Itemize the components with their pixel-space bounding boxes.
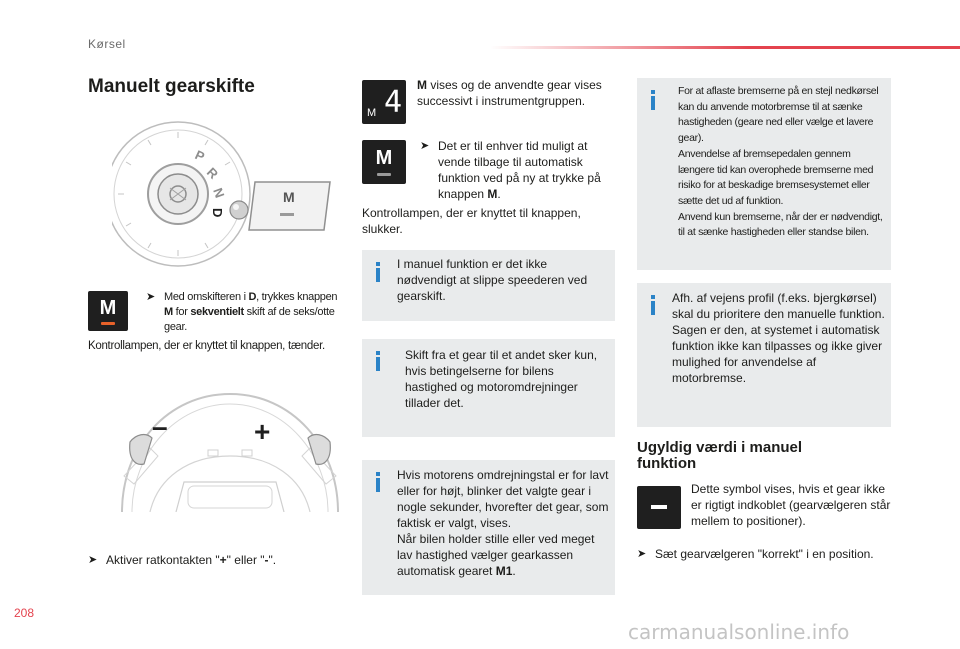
section-label: Kørsel: [88, 37, 126, 51]
page-title: Manuelt gearskifte: [88, 76, 255, 97]
info-box-engine-speed: Hvis motorens omdrejningstal er for lavt eller for højt, blinker det valgte gear i nogle sekunder, hvorefter det gear, som faktisk er valgt, vises. Når bilen holder stille eller ved meget lav hastighed vælger gearkassen automatisk gearet M1.: [362, 460, 615, 595]
paddle-plus-label: +: [254, 416, 271, 447]
gear-letter-r: R: [203, 164, 222, 182]
bullet-mark: ➤: [88, 554, 98, 566]
watermark: carmanualsonline.info: [628, 620, 850, 644]
info-icon: [376, 472, 380, 492]
info-icon: [376, 262, 380, 282]
info-icon: [651, 295, 655, 315]
info-box-gear-conditions: Skift fra et gear til et andet sker kun, hvis betingelserne for bilens hastighed og motoromdrejninger tillader det.: [362, 339, 615, 437]
info-box-mountain-driving: Afh. af vejens profil (f.eks. bjergkørsel) skal du prioritere den manuelle funktion. Sagen er den, at systemet i automatisk funktion ikke kan tilpasses og ikke giver mulighed for anvendelse af motorbremse.: [637, 283, 891, 427]
m-button-lamp-off-icon: M: [362, 140, 406, 184]
bullet-mark: ➤: [146, 291, 155, 303]
info-box-engine-braking: For at aflaste bremserne på en stejl nedkørsel kan du anvende motorbremse til at sænke hastigheden (geare ned eller vælge et lavere gear). Anvendelse af bremsepedalen gennem længere tid kan overophede bremserne med risiko for at beskadige bremsesystemet eller sætte det ud af funktion. Anvend kun bremserne, når der er nødvendigt, til at sænke hastigheden eller standse bilen.: [637, 78, 891, 270]
m-button-lamp-on-icon: M: [88, 291, 128, 331]
svg-text:4: 4: [384, 85, 403, 120]
info-box-no-release-accelerator: I manuel funktion er det ikke nødvendigt at slippe speederen ved gearskift.: [362, 250, 615, 321]
cluster-display-icon: [362, 80, 406, 124]
cluster-intro: M vises og de anvendte gear vises successivt i instrumentgruppen.: [417, 78, 602, 108]
bullet-mark: ➤: [420, 140, 430, 152]
gear-letter-d: D: [210, 208, 225, 218]
paddle-minus-label: –: [152, 411, 168, 442]
lamp-on-note: Kontrollampen, der er knyttet til knappen, tænder.: [88, 340, 325, 352]
invalid-symbol-description: Dette symbol vises, hvis et gear ikke er rigtigt indkoblet (gearvælgeren står mellem to positioner).: [691, 482, 891, 528]
info-icon: [651, 90, 655, 110]
lamp-off-note: Kontrollampen, der er knyttet til knappen, slukker.: [362, 206, 581, 236]
gear-selector-illustration: [112, 118, 344, 274]
invalid-value-subtitle: Ugyldig værdi i manuel funktion: [637, 439, 803, 472]
invalid-gear-dash-icon: [637, 486, 681, 529]
gear-letter-p: P: [192, 147, 207, 165]
steering-wheel-illustration: [118, 386, 342, 512]
page-number: 208: [14, 606, 35, 620]
bullet-mark: ➤: [637, 548, 647, 560]
gear-selector-m-label: M: [283, 189, 295, 205]
svg-text:M: M: [367, 107, 377, 119]
header-divider: [490, 46, 960, 49]
gear-letter-n: N: [210, 185, 228, 200]
info-icon: [376, 351, 380, 371]
